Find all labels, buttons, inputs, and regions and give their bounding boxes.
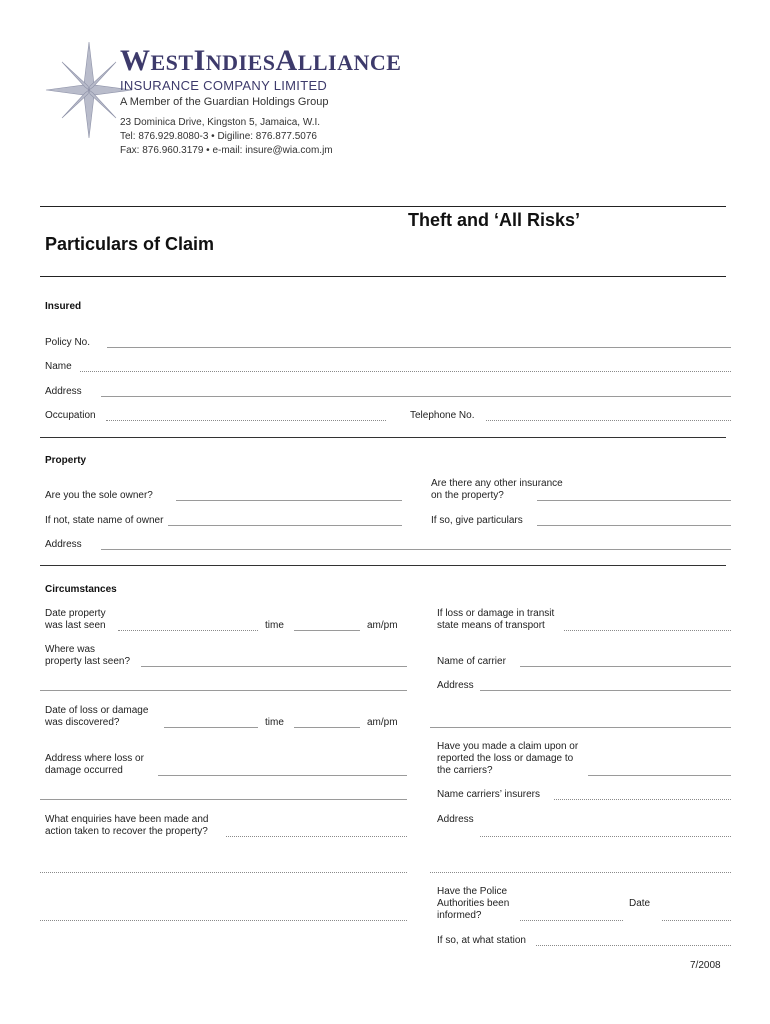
police-label-3: informed? <box>437 910 482 921</box>
where-label-2: property last seen? <box>45 656 131 667</box>
property-divider <box>40 565 726 566</box>
discovered-date-field[interactable] <box>164 727 258 728</box>
insured-name-field[interactable] <box>80 371 731 372</box>
section-insured-heading: Insured <box>45 301 82 312</box>
where-label-1: Where was <box>45 644 96 655</box>
section-circumstances-heading: Circumstances <box>45 584 117 595</box>
insurers-address-field[interactable] <box>480 836 731 837</box>
give-particulars-label: If so, give particulars <box>431 515 523 526</box>
other-insurance-field[interactable] <box>537 500 731 501</box>
transit-label-2: state means of transport <box>437 620 545 631</box>
last-seen-ampm-label: am/pm <box>367 620 398 631</box>
occurred-address-field-2[interactable] <box>40 799 407 800</box>
insured-divider <box>40 437 726 438</box>
claim-label-1: Have you made a claim upon or <box>437 741 579 752</box>
occupation-label: Occupation <box>45 410 96 421</box>
occurred-label-2: damage occurred <box>45 765 123 776</box>
last-seen-time-label: time <box>265 620 284 631</box>
carrier-address-field-2[interactable] <box>430 727 731 728</box>
section-property-heading: Property <box>45 455 87 466</box>
police-station-field[interactable] <box>536 945 731 946</box>
sole-owner-field[interactable] <box>176 500 402 501</box>
occupation-field[interactable] <box>106 420 386 421</box>
discovered-time-label: time <box>265 717 284 728</box>
police-label-1: Have the Police <box>437 886 508 897</box>
enquiries-field-2[interactable] <box>40 872 407 873</box>
state-owner-label: If not, state name of owner <box>45 515 164 526</box>
company-logo-wordmark: WESTINDIESALLIANCE <box>120 44 402 77</box>
other-insurance-label-2: on the property? <box>431 490 504 501</box>
insurers-address-field-2[interactable] <box>430 872 731 873</box>
carriers-insurers-label: Name carriers’ insurers <box>437 789 540 800</box>
other-insurance-label-1: Are there any other insurance <box>431 478 563 489</box>
property-address-label: Address <box>45 539 82 550</box>
where-last-seen-field[interactable] <box>141 666 407 667</box>
discovered-ampm-label: am/pm <box>367 717 398 728</box>
enquiries-field[interactable] <box>226 836 407 837</box>
claim-field[interactable] <box>588 775 731 776</box>
police-date-field[interactable] <box>662 920 731 921</box>
police-informed-field[interactable] <box>520 920 623 921</box>
enquiries-label-2: action taken to recover the property? <box>45 826 208 837</box>
carrier-label: Name of carrier <box>437 656 506 667</box>
discovered-time-field[interactable] <box>294 727 360 728</box>
telephone-field[interactable] <box>486 420 731 421</box>
discovered-label-2: was discovered? <box>45 717 120 728</box>
police-station-label: If so, at what station <box>437 935 526 946</box>
property-address-field[interactable] <box>101 549 731 550</box>
state-owner-field[interactable] <box>168 525 402 526</box>
insured-name-label: Name <box>45 361 72 372</box>
carrier-name-field[interactable] <box>520 666 731 667</box>
title-divider <box>40 276 726 277</box>
police-date-label: Date <box>629 898 651 909</box>
form-revision-date: 7/2008 <box>690 960 721 971</box>
telephone-label: Telephone No. <box>410 410 475 421</box>
company-telephone: Tel: 876.929.8080-3 • Digiline: 876.877.5076 <box>120 131 317 142</box>
claim-label-2: reported the loss or damage to <box>437 753 574 764</box>
form-name-title: Particulars of Claim <box>45 234 215 254</box>
claim-label-3: the carriers? <box>437 765 493 776</box>
form-type-title: Theft and ‘All Risks’ <box>408 210 581 230</box>
discovered-label-1: Date of loss or damage <box>45 705 149 716</box>
particulars-field[interactable] <box>537 525 731 526</box>
top-divider <box>40 206 726 207</box>
company-fax-email: Fax: 876.960.3179 • e-mail: insure@wia.com.jm <box>120 145 333 156</box>
insured-address-label: Address <box>45 386 82 397</box>
company-address: 23 Dominica Drive, Kingston 5, Jamaica, W.I. <box>120 117 321 128</box>
member-line: A Member of the Guardian Holdings Group <box>120 96 329 108</box>
police-label-2: Authorities been <box>437 898 510 909</box>
occurred-address-field[interactable] <box>158 775 407 776</box>
insurers-address-label: Address <box>437 814 474 825</box>
transit-label-1: If loss or damage in transit <box>437 608 555 619</box>
policy-no-field[interactable] <box>107 347 731 348</box>
insured-address-field[interactable] <box>101 396 731 397</box>
carrier-address-field[interactable] <box>480 690 731 691</box>
last-seen-label-1: Date property <box>45 608 106 619</box>
enquiries-field-3[interactable] <box>40 920 407 921</box>
carriers-insurers-field[interactable] <box>554 799 731 800</box>
policy-no-label: Policy No. <box>45 337 91 348</box>
last-seen-time-field[interactable] <box>294 630 360 631</box>
sole-owner-label: Are you the sole owner? <box>45 490 153 501</box>
company-subtitle: INSURANCE COMPANY LIMITED <box>120 78 328 93</box>
transport-means-field[interactable] <box>564 630 731 631</box>
carrier-address-label: Address <box>437 680 474 691</box>
last-seen-date-field[interactable] <box>118 630 258 631</box>
occurred-label-1: Address where loss or <box>45 753 144 764</box>
enquiries-label-1: What enquiries have been made and <box>45 814 209 825</box>
where-last-seen-field-2[interactable] <box>40 690 407 691</box>
last-seen-label-2: was last seen <box>45 620 106 631</box>
